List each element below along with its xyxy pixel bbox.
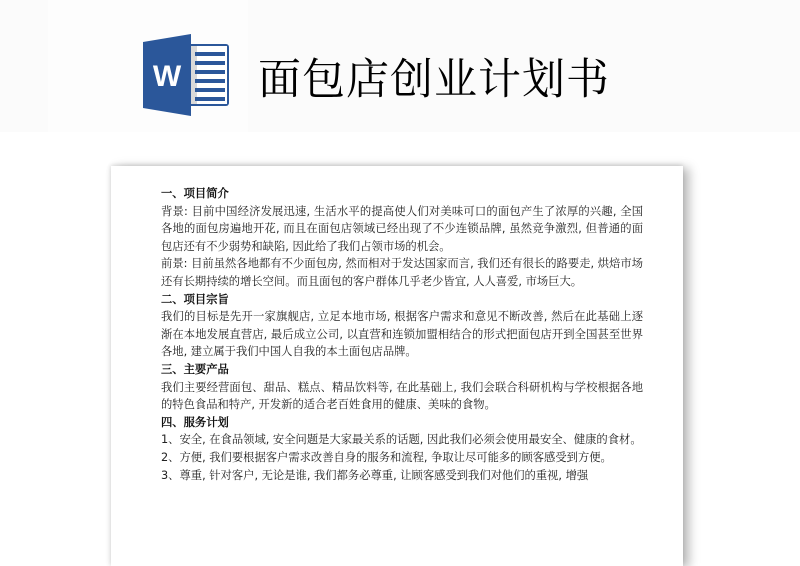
paragraph: 背景: 目前中国经济发展迅速, 生活水平的提高使人们对美味可口的面包产生了浓厚的兴趣, 全国各地的面包房遍地开花, 而且在面包店领域已经出现了不少连锁品牌, 虽然竞争激烈, 但普通的面包店还有不少弱势和缺陷, 因此给了我们占领市场的机会。 [161, 204, 643, 253]
section-heading: 四、服务计划 [161, 415, 229, 429]
paragraph: 我们的目标是先开一家旗舰店, 立足本地市场, 根据客户需求和意见不断改善, 然后在此基础上逐渐在本地发展直营店, 最后成立公司, 以直营和连锁加盟相结合的形式把面包店开到全国甚至世界各地, 建立属于我们中国人自我的本土面包店品牌。 [161, 310, 643, 359]
paragraph: 3、尊重, 针对客户, 无论是谁, 我们都务必尊重, 让顾客感受到我们对他们的重视, 增强 [161, 468, 589, 482]
svg-text:W: W [152, 60, 182, 93]
paragraph: 1、安全, 在食品领域, 安全问题是大家最关系的话题, 因此我们必须会使用最安全、健康的食材。 [161, 433, 642, 447]
paragraph: 2、方便, 我们要根据客户需求改善自身的服务和流程, 争取让尽可能多的顾客感受到方便。 [161, 450, 612, 464]
paragraph: 我们主要经营面包、甜品、糕点、精品饮料等, 在此基础上, 我们会联合科研机构与学校根据各地的特色食品和特产, 开发新的适合老百姓食用的健康、美味的食物。 [161, 380, 643, 412]
word-document-icon [143, 34, 231, 116]
section-heading: 一、项目简介 [161, 187, 229, 200]
section-heading: 二、项目宗旨 [161, 292, 229, 306]
document-title: 面包店创业计划书 [258, 55, 610, 105]
document-page [111, 166, 683, 566]
document-body [161, 185, 643, 484]
section-heading: 三、主要产品 [161, 362, 229, 376]
paragraph: 前景: 目前虽然各地都有不少面包房, 然而相对于发达国家而言, 我们还有很长的路要走, 烘焙市场还有长期持续的增长空间。而且面包的客户群体几乎老少皆宜, 人人喜爱, 市场巨大。 [161, 257, 643, 288]
